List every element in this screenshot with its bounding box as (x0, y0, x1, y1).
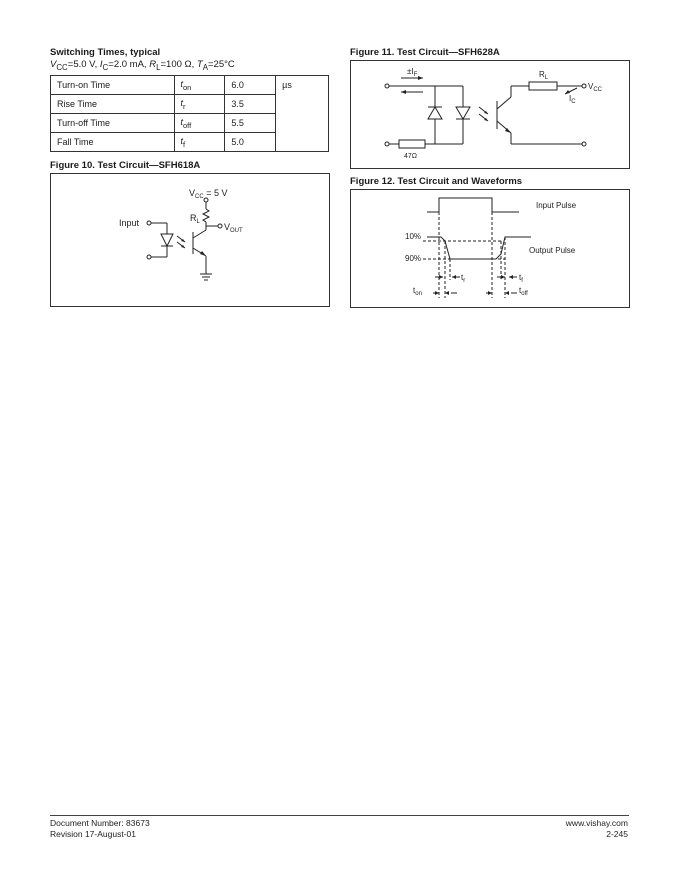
resistor-label: 47Ω (404, 153, 418, 160)
figure-11-circuit (351, 61, 629, 168)
pct90-label: 90% (405, 254, 422, 263)
vcc-label: $V_{CC} = 5$ V (189, 188, 228, 200)
symbol-cell: $t_r$ (174, 95, 225, 114)
tr-label: $t_r$ (461, 273, 466, 284)
param-cell: Turn-off Time (51, 114, 175, 133)
if-label: $\pm I_F$ (407, 67, 418, 78)
value-cell: 5.5 (225, 114, 276, 133)
page-number: 2-245 (606, 829, 628, 839)
test-conditions: $V_{CC}=5.0$ V, $I_C=2.0$ mA, $R_L=100$ Ω, $T_A=25^\circ C$ (50, 59, 235, 72)
symbol-cell: $t_{off}$ (174, 114, 225, 133)
figure-11-title: Figure 11. Test Circuit—SFH628A (350, 47, 500, 58)
param-cell: Turn-on Time (51, 76, 175, 95)
pct10-label: 10% (405, 232, 422, 241)
input-label: Input (119, 218, 140, 228)
website-link[interactable]: www.vishay.com (565, 818, 628, 828)
value-cell: 5.0 (225, 133, 276, 152)
vout-label: $V_{OUT}$ (224, 222, 243, 234)
footer-divider (50, 815, 629, 816)
param-cell: Fall Time (51, 133, 175, 152)
input-pulse-label: Input Pulse (536, 201, 577, 210)
ic-label: $I_C$ (569, 94, 576, 105)
figure-10-box (50, 173, 330, 307)
symbol-cell: $t_{on}$ (174, 76, 225, 95)
rl-label: $R_L$ (190, 213, 200, 225)
symbol-cell: $t_f$ (174, 133, 225, 152)
tf-label: $t_f$ (519, 273, 523, 284)
toff-label: $t_{off}$ (519, 286, 528, 297)
rl-label: $R_L$ (539, 70, 549, 81)
param-cell: Rise Time (51, 95, 175, 114)
value-cell: 3.5 (225, 95, 276, 114)
unit-cell: µs (276, 76, 329, 152)
figure-10-circuit (51, 174, 329, 306)
table-title: Switching Times, typical (50, 47, 161, 58)
figure-12-title: Figure 12. Test Circuit and Waveforms (350, 176, 523, 187)
figure-10-title: Figure 10. Test Circuit—SFH618A (50, 160, 201, 171)
document-number: Document Number: 83673 (50, 818, 150, 828)
figure-11-box (350, 60, 630, 169)
value-cell: 6.0 (225, 76, 276, 95)
revision: Revision 17-August-01 (50, 829, 136, 839)
ton-label: $t_{on}$ (413, 286, 422, 297)
vcc-label: $V_{CC}$ (588, 82, 603, 93)
switching-times-table (50, 75, 329, 152)
output-pulse-label: Output Pulse (529, 246, 576, 255)
figure-12-waveforms (351, 190, 629, 307)
figure-12-box (350, 189, 630, 308)
table-row (51, 76, 329, 95)
